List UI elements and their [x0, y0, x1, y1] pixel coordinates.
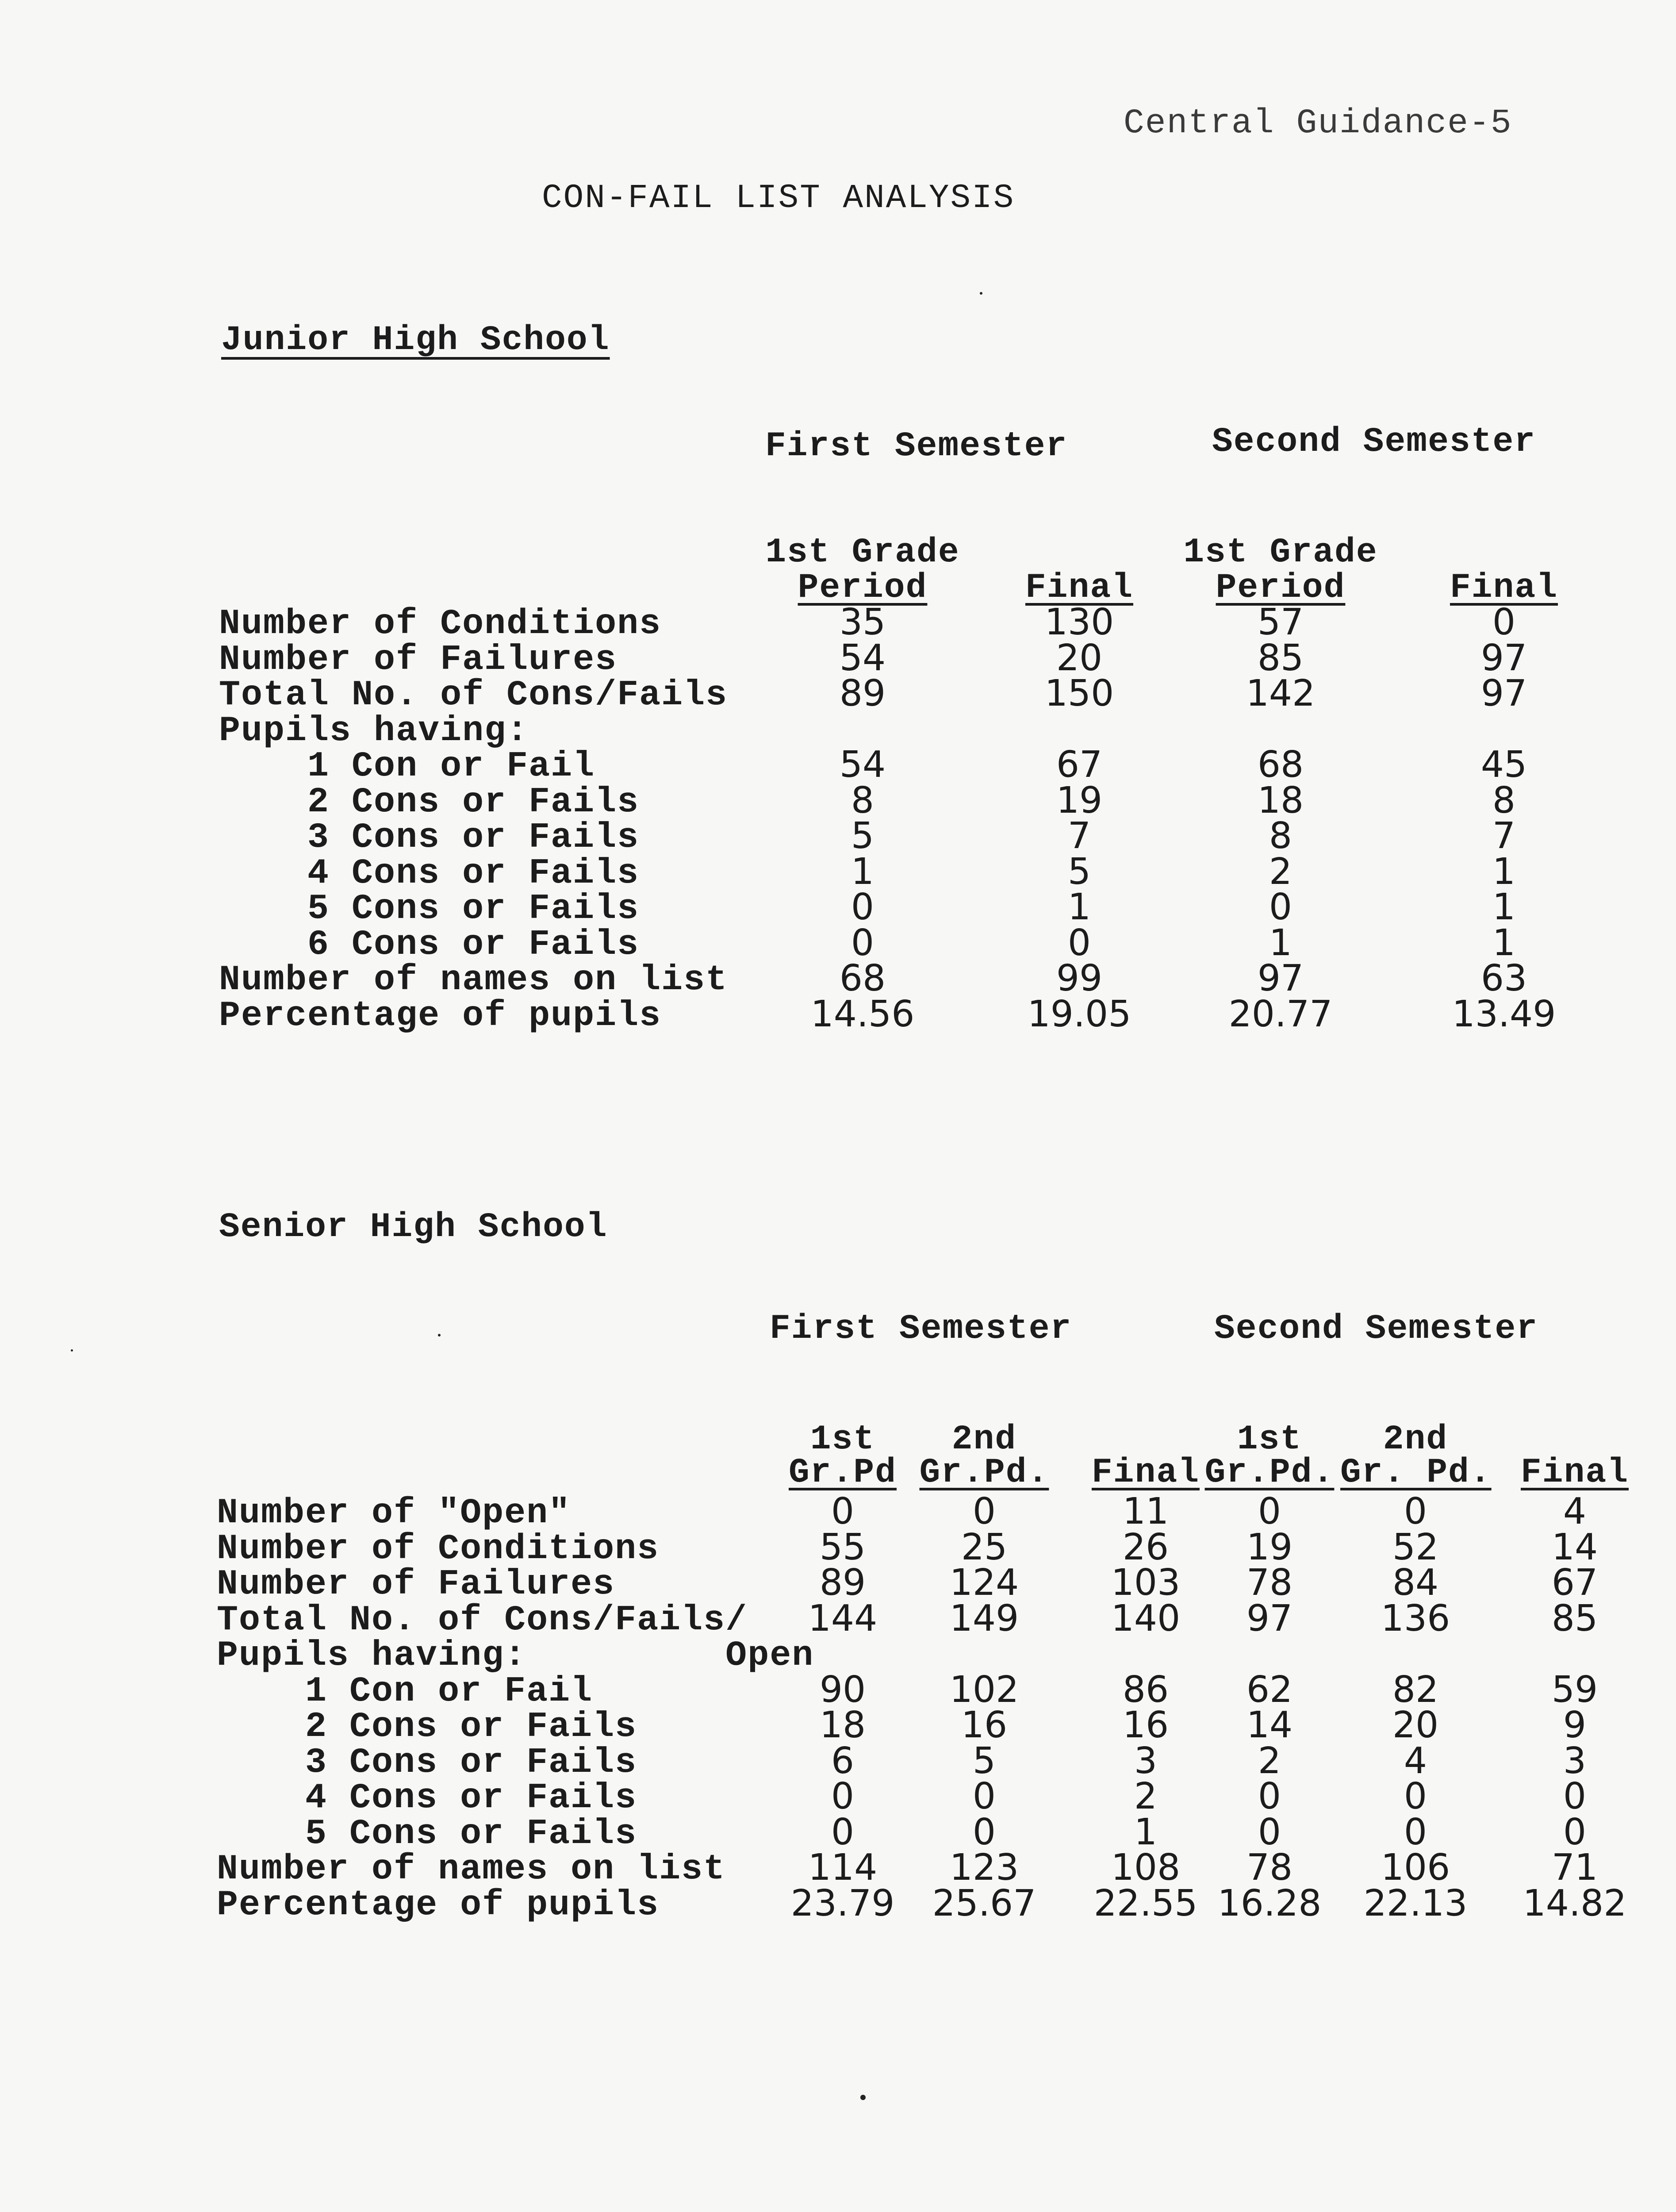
senior-table-cell: 11 — [1122, 1490, 1169, 1532]
junior-table-cell: 0 — [851, 886, 874, 928]
junior-table-cell: 5 — [1067, 850, 1091, 893]
junior-table-cell: 68 — [839, 957, 886, 999]
junior-section-heading: Junior High School — [221, 321, 610, 360]
senior-row-label: Number of "Open" — [217, 1493, 571, 1533]
senior-column-header-line1: 1st — [1237, 1420, 1302, 1459]
senior-table-cell: 78 — [1246, 1562, 1293, 1604]
junior-row-label: Number of Conditions — [219, 604, 662, 644]
senior-table-cell: 86 — [1122, 1668, 1169, 1711]
junior-row-label: Total No. of Cons/Fails — [219, 675, 728, 715]
senior-column-header: Gr.Pd. — [1204, 1453, 1335, 1492]
senior-table-cell: 3 — [1563, 1740, 1587, 1782]
junior-table-cell: 89 — [839, 672, 886, 714]
senior-row-label: Number of names on list — [217, 1849, 726, 1889]
senior-table-cell: 124 — [949, 1562, 1019, 1604]
senior-row-label: 5 Cons or Fails — [217, 1813, 637, 1854]
junior-table-cell: 13.49 — [1452, 993, 1556, 1035]
senior-table-cell: 16 — [961, 1704, 1008, 1746]
senior-table-cell: 26 — [1122, 1526, 1169, 1568]
scan-speck — [980, 292, 982, 295]
junior-column-header-line1: 1st Grade — [1183, 533, 1378, 572]
senior-table-cell: 84 — [1392, 1562, 1439, 1604]
senior-second-semester-heading: Second Semester — [1214, 1310, 1538, 1348]
senior-table-cell: 59 — [1551, 1668, 1598, 1711]
junior-table-cell: 20 — [1056, 637, 1103, 679]
senior-table-cell: 123 — [949, 1847, 1019, 1889]
junior-first-semester-heading: First Semester — [765, 427, 1068, 466]
junior-row-label: Number of names on list — [219, 960, 728, 1000]
junior-table-cell: 35 — [839, 601, 886, 643]
senior-table-cell: 67 — [1551, 1562, 1598, 1604]
senior-table-cell: 55 — [819, 1526, 866, 1568]
junior-row-label: Number of Failures — [219, 639, 617, 680]
senior-table-cell: 0 — [831, 1490, 855, 1532]
senior-table-cell: 149 — [949, 1597, 1019, 1640]
junior-table-cell: 63 — [1480, 957, 1527, 999]
senior-row-label: Pupils having: Open — [217, 1636, 814, 1676]
scan-speck — [438, 1334, 441, 1336]
senior-section-heading: Senior High School — [219, 1208, 608, 1247]
senior-table-cell: 20 — [1392, 1704, 1439, 1746]
junior-table-cell: 0 — [851, 922, 874, 964]
senior-table-cell: 140 — [1111, 1597, 1181, 1640]
senior-row-label: 2 Cons or Fails — [217, 1707, 637, 1747]
senior-table-cell: 25 — [961, 1526, 1008, 1568]
senior-row-label: Total No. of Cons/Fails/ — [217, 1600, 748, 1640]
senior-row-label: Percentage of pupils — [217, 1885, 660, 1925]
junior-table-cell: 54 — [839, 744, 886, 786]
senior-table-cell: 90 — [819, 1668, 866, 1711]
junior-table-cell: 1 — [1492, 922, 1516, 964]
senior-table-cell: 108 — [1111, 1847, 1181, 1889]
senior-table-cell: 85 — [1551, 1597, 1598, 1640]
senior-first-semester-heading: First Semester — [770, 1310, 1072, 1348]
senior-table-cell: 0 — [1404, 1490, 1427, 1532]
senior-table-cell: 2 — [1134, 1775, 1158, 1817]
senior-table-cell: 0 — [1563, 1775, 1587, 1817]
junior-row-label: 3 Cons or Fails — [219, 818, 640, 858]
senior-table-cell: 4 — [1404, 1740, 1427, 1782]
senior-table-cell: 0 — [1258, 1811, 1281, 1853]
junior-table-cell: 68 — [1257, 744, 1304, 786]
senior-row-label: 3 Cons or Fails — [217, 1742, 637, 1783]
senior-table-cell: 0 — [831, 1775, 855, 1817]
senior-table-cell: 6 — [831, 1740, 855, 1782]
junior-table-cell: 85 — [1257, 637, 1304, 679]
junior-table-cell: 0 — [1269, 886, 1292, 928]
junior-table-cell: 8 — [1492, 779, 1516, 822]
senior-table-cell: 19 — [1246, 1526, 1293, 1568]
document-reference: Central Guidance-5 — [1124, 104, 1512, 143]
junior-table-cell: 7 — [1492, 815, 1516, 857]
senior-table-cell: 18 — [819, 1704, 866, 1746]
senior-table-cell: 52 — [1392, 1526, 1439, 1568]
senior-column-header: Final — [1520, 1453, 1629, 1492]
junior-table-cell: 1 — [1269, 922, 1292, 964]
junior-table-cell: 142 — [1246, 672, 1315, 714]
junior-table-cell: 97 — [1480, 637, 1527, 679]
senior-table-cell: 9 — [1563, 1704, 1587, 1746]
senior-table-cell: 14 — [1551, 1526, 1598, 1568]
junior-table-cell: 150 — [1044, 672, 1114, 714]
junior-table-cell: 130 — [1044, 601, 1114, 643]
senior-table-cell: 22.55 — [1093, 1882, 1198, 1924]
junior-table-cell: 1 — [851, 850, 874, 893]
senior-table-cell: 4 — [1563, 1490, 1587, 1532]
junior-second-semester-heading: Second Semester — [1212, 422, 1536, 461]
senior-row-label: Number of Failures — [217, 1564, 615, 1605]
junior-table-cell: 0 — [1067, 922, 1091, 964]
senior-table-cell: 16.28 — [1217, 1882, 1322, 1924]
senior-column-header: Gr.Pd — [788, 1453, 897, 1492]
senior-column-header: Gr.Pd. — [919, 1453, 1049, 1492]
junior-row-label: 4 Cons or Fails — [219, 853, 640, 894]
junior-table-cell: 1 — [1492, 886, 1516, 928]
junior-column-header: Final — [1025, 568, 1134, 607]
scan-speck — [860, 2095, 866, 2100]
senior-table-cell: 136 — [1381, 1597, 1450, 1640]
senior-row-label: 1 Con or Fail — [217, 1671, 593, 1712]
junior-row-label: 5 Cons or Fails — [219, 889, 640, 929]
senior-column-header-line1: 1st — [810, 1420, 875, 1459]
junior-table-cell: 14.56 — [810, 993, 915, 1035]
junior-table-cell: 57 — [1257, 601, 1304, 643]
senior-column-header: Final — [1091, 1453, 1200, 1492]
senior-table-cell: 71 — [1551, 1847, 1598, 1889]
senior-table-cell: 144 — [808, 1597, 878, 1640]
junior-table-cell: 7 — [1067, 815, 1091, 857]
senior-table-cell: 3 — [1134, 1740, 1158, 1782]
senior-table-cell: 102 — [949, 1668, 1019, 1711]
senior-table-cell: 103 — [1111, 1562, 1181, 1604]
junior-row-label: Percentage of pupils — [219, 995, 662, 1036]
junior-table-cell: 97 — [1480, 672, 1527, 714]
senior-table-cell: 14.82 — [1523, 1882, 1627, 1924]
senior-table-cell: 78 — [1246, 1847, 1293, 1889]
junior-column-header-line1: 1st Grade — [765, 533, 960, 572]
junior-column-header: Final — [1450, 568, 1558, 607]
senior-row-label: Number of Conditions — [217, 1528, 660, 1569]
senior-table-cell: 0 — [831, 1811, 855, 1853]
senior-column-header: Gr. Pd. — [1340, 1453, 1492, 1492]
junior-row-label: 1 Con or Fail — [219, 746, 595, 787]
senior-table-cell: 5 — [972, 1740, 996, 1782]
senior-table-cell: 114 — [808, 1847, 878, 1889]
senior-table-cell: 89 — [819, 1562, 866, 1604]
senior-table-cell: 97 — [1246, 1597, 1293, 1640]
senior-table-cell: 22.13 — [1363, 1882, 1468, 1924]
senior-table-cell: 0 — [1404, 1811, 1427, 1853]
junior-table-cell: 99 — [1056, 957, 1103, 999]
junior-table-cell: 18 — [1257, 779, 1304, 822]
senior-table-cell: 0 — [1258, 1775, 1281, 1817]
junior-row-label: Pupils having: — [219, 710, 529, 751]
senior-table-cell: 82 — [1392, 1668, 1439, 1711]
junior-row-label: 6 Cons or Fails — [219, 924, 640, 965]
junior-table-cell: 45 — [1480, 744, 1527, 786]
junior-table-cell: 8 — [1269, 815, 1292, 857]
junior-column-header: Period — [1216, 568, 1346, 607]
junior-table-cell: 0 — [1492, 601, 1516, 643]
senior-table-cell: 14 — [1246, 1704, 1293, 1746]
junior-row-label: 2 Cons or Fails — [219, 782, 640, 822]
scan-speck — [71, 1349, 73, 1352]
junior-table-cell: 1 — [1067, 886, 1091, 928]
senior-row-label: 4 Cons or Fails — [217, 1778, 637, 1818]
senior-table-cell: 16 — [1122, 1704, 1169, 1746]
senior-table-cell: 2 — [1258, 1740, 1281, 1782]
senior-table-cell: 0 — [1258, 1490, 1281, 1532]
junior-table-cell: 1 — [1492, 850, 1516, 893]
junior-column-header: Period — [798, 568, 928, 607]
junior-table-cell: 20.77 — [1228, 993, 1333, 1035]
document-title: CON-FAIL LIST ANALYSIS — [542, 179, 1015, 217]
junior-table-cell: 2 — [1269, 850, 1292, 893]
senior-table-cell: 0 — [1404, 1775, 1427, 1817]
junior-table-cell: 5 — [851, 815, 874, 857]
senior-column-header-line1: 2nd — [951, 1420, 1017, 1459]
junior-table-cell: 19.05 — [1027, 993, 1131, 1035]
senior-table-cell: 1 — [1134, 1811, 1158, 1853]
junior-table-cell: 54 — [839, 637, 886, 679]
junior-table-cell: 67 — [1056, 744, 1103, 786]
senior-column-header-line1: 2nd — [1383, 1420, 1448, 1459]
senior-table-cell: 23.79 — [790, 1882, 895, 1924]
senior-table-cell: 0 — [1563, 1811, 1587, 1853]
junior-table-cell: 19 — [1056, 779, 1103, 822]
senior-table-cell: 106 — [1381, 1847, 1450, 1889]
senior-table-cell: 0 — [972, 1811, 996, 1853]
senior-table-cell: 0 — [972, 1775, 996, 1817]
junior-table-cell: 97 — [1257, 957, 1304, 999]
senior-table-cell: 25.67 — [932, 1882, 1036, 1924]
junior-table-cell: 8 — [851, 779, 874, 822]
senior-table-cell: 0 — [972, 1490, 996, 1532]
senior-table-cell: 62 — [1246, 1668, 1293, 1711]
